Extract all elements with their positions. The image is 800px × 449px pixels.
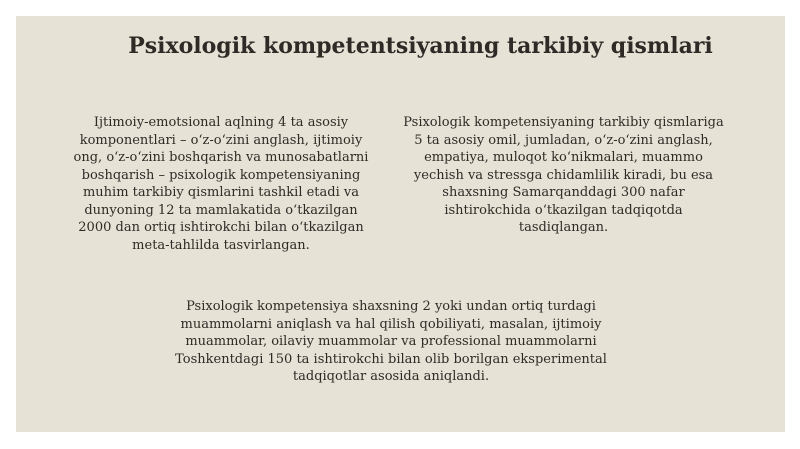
bottom-text-block: Psixologik kompetensiya shaxsning 2 yoki undan ortiq turdagi muammolarni aniqlash va hal qilish qobiliyati, masalan, ijtimoiy muammolar, oilaviy muammolar va professional muammolarni Toshkentdagi 150 ta ishtirokchi bilan olib borilgan eksperimental tadqiqotlar asosida aniqlandi. (175, 299, 607, 384)
right-text-block: Psixologik kompetensiyaning tarkibiy qismlariga 5 ta asosiy omil, jumladan, o‘z-o‘zini anglash, empatiya, muloqot ko‘nikmalari, muammo yechish va stressga chidamlilik kiradi, bu esa shaxsning Samarqanddagi 300 nafar ishtirokchida o‘tkazilgan tadqiqotda tasdiqlangan. (403, 115, 724, 235)
slide (16, 16, 785, 432)
left-text-block: Ijtimoiy-emotsional aqlning 4 ta asosiy komponentlari – o‘z-o‘zini anglash, ijtimoiy ong, o‘z-o‘zini boshqarish va munosabatlarni boshqarish – psixologik kompetensiyaning muhim tarkibiy qismlarini tashkil etadi va dunyoning 12 ta mamlakatida o‘tkazilgan 2000 dan ortiq ishtirokchi bilan o‘tkazilgan meta-tahlilda tasvirlangan. (73, 115, 369, 253)
slide-title: Psixologik kompetentsiyaning tarkibiy qismlari (128, 33, 713, 59)
